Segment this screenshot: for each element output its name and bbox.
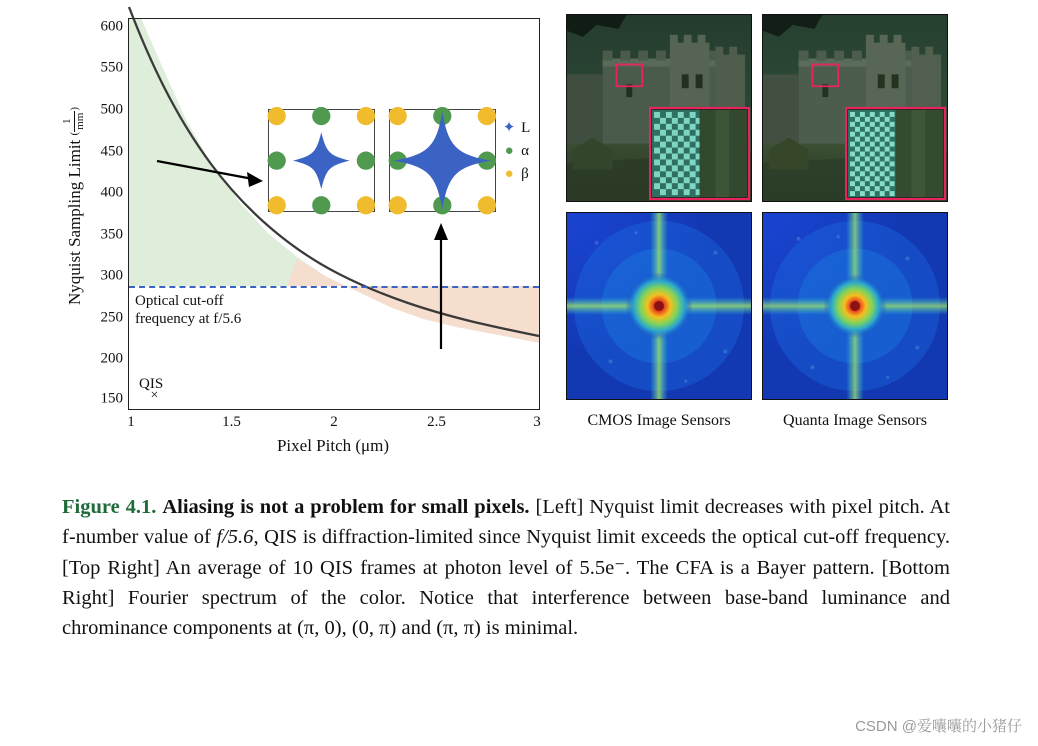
quanta-image-sensors-photo — [762, 14, 948, 202]
x-tick-1: 1 — [127, 414, 135, 430]
legend-label-beta: β — [521, 166, 529, 182]
legend-entry-beta — [502, 163, 530, 186]
x-axis-label: Pixel Pitch (μm) — [276, 436, 390, 455]
y-axis-unit: ( 1 mm ) — [61, 107, 86, 136]
legend-entry-alpha — [502, 140, 530, 163]
y-tick-200: 200 — [100, 350, 123, 367]
legend-symbol-alpha: ● — [504, 142, 514, 159]
figure-caption-label: Figure 4.1. — [62, 496, 157, 518]
cmos-fourier-spectrum — [566, 212, 752, 400]
panel-caption-cmos: CMOS Image Sensors — [587, 412, 731, 429]
y-tick-500: 500 — [100, 101, 123, 118]
y-tick-600: 600 — [100, 18, 123, 35]
y-axis-label-text: Nyquist Sampling Limit — [64, 139, 84, 306]
y-tick-300: 300 — [100, 267, 123, 284]
y-tick-150: 150 — [100, 390, 123, 407]
x-tick-2: 2 — [330, 414, 338, 430]
y-tick-350: 350 — [100, 226, 123, 243]
legend-entry-L — [502, 117, 530, 140]
cfa-inset-small-pitch — [268, 109, 375, 212]
figure-caption-title: Aliasing is not a problem for small pixels. — [162, 496, 530, 518]
cutoff-label-line2: frequency at f/5.6 — [135, 311, 242, 328]
figure-caption-body-1: [Left] Nyquist limit decreases with pixel pitch. At f-number value of — [62, 496, 951, 549]
cfa-inset-large-pitch — [389, 109, 496, 212]
y-tick-250: 250 — [100, 309, 123, 326]
figure-caption-fnumber: f/5.6 — [216, 526, 254, 549]
y-tick-550: 550 — [100, 59, 123, 76]
x-tick-3: 3 — [533, 414, 541, 430]
y-tick-400: 400 — [100, 184, 123, 201]
optical-cutoff-annotation — [135, 292, 241, 329]
panel-caption-qis: Quanta Image Sensors — [783, 412, 927, 429]
figure-caption-body-2: , QIS is diffraction-limited since Nyquist limit exceeds the optical cut-off frequency. [Top Right] An average of 10 QIS frames at photon level of 5.5e⁻. The CFA is a Bayer pattern. [Bottom Right] Fourier spectrum of the color. Notice that interference between base-band luminance and chrominance components at (π, 0), (0, π) and (π, π) is minimal. — [62, 526, 951, 640]
image-panels — [566, 14, 956, 464]
figure-caption — [62, 492, 950, 644]
legend-label-alpha: α — [521, 142, 529, 159]
nyquist-plot — [48, 8, 558, 458]
y-tick-450: 450 — [100, 143, 123, 160]
legend-symbol-beta: ● — [504, 166, 514, 182]
inset-arrows — [129, 19, 539, 409]
qis-label: QIS — [139, 375, 164, 392]
plot-legend — [502, 117, 530, 187]
quanta-fourier-spectrum — [762, 212, 948, 400]
cmos-image-sensors-photo — [566, 14, 752, 202]
qis-marker: × — [150, 387, 159, 403]
y-axis-label — [61, 6, 88, 406]
legend-symbol-L: ✦ — [502, 119, 516, 136]
watermark: CSDN @爱囔囔的小猪仔 — [855, 718, 1022, 735]
legend-label-L: L — [521, 119, 531, 136]
x-tick-2-5: 2.5 — [427, 414, 446, 430]
cutoff-label-line1: Optical cut-off — [135, 293, 224, 309]
x-tick-1-5: 1.5 — [222, 414, 241, 430]
plot-axes — [100, 18, 541, 430]
